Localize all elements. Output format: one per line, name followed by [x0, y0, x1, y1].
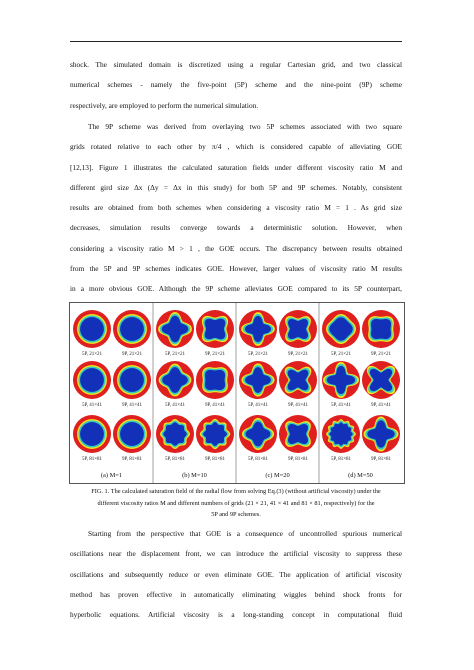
grid-label: 5P, 21×21	[164, 352, 186, 357]
displaced-core	[80, 422, 104, 446]
displaced-core	[80, 368, 104, 392]
displaced-core	[80, 317, 104, 341]
grid-label: 5P, 81×81	[164, 457, 186, 462]
grid-label: 9P, 21×21	[121, 352, 143, 357]
grid-label: 5P, 81×81	[81, 457, 103, 462]
grid-label: 5P, 41×41	[81, 403, 103, 408]
grid-label: 9P, 81×81	[287, 457, 309, 462]
figure-caption	[70, 486, 402, 521]
displaced-core	[288, 370, 309, 391]
grid-label: 9P, 81×81	[121, 457, 143, 462]
displaced-core	[120, 368, 144, 392]
figure-1	[69, 302, 405, 484]
panel-label: (d) M=50	[348, 472, 373, 479]
grid-label: 9P, 81×81	[204, 457, 226, 462]
text-line: results are obtained from both schemes when considering a viscosity ratio M = 1 . As grid size	[70, 203, 402, 213]
text-line: respectively, are employed to perform the numerical simulation.	[70, 100, 259, 110]
text-line: method has proven effective in automatically eliminating wiggles behind shock fronts for	[70, 589, 402, 599]
grid-label: 5P, 41×41	[164, 403, 186, 408]
text-line: in a more obvious GOE. Although the 9P scheme alleviates GOE compared to its 5P counterpart,	[70, 284, 402, 294]
paragraph-2	[70, 117, 402, 320]
displaced-core	[205, 319, 226, 340]
grid-label: 9P, 41×41	[204, 403, 226, 408]
paragraph-3	[70, 524, 402, 625]
grid-label: 5P, 21×21	[81, 352, 103, 357]
grid-label: 9P, 21×21	[287, 352, 309, 357]
displaced-core	[205, 370, 225, 390]
caption-line: 5P and 9P schemes.	[211, 511, 261, 518]
panel-label: (c) M=20	[265, 472, 290, 479]
grid-label: 9P, 41×41	[121, 403, 143, 408]
grid-label: 5P, 21×21	[247, 352, 269, 357]
text-line: Starting from the perspective that GOE is a consequence of uncontrolled spurious numerical	[88, 529, 402, 538]
panel-label: (a) M=1	[100, 472, 123, 479]
text-line: considering a viscosity ratio M > 1 , the GOE occurs. The discrepancy between results obtained	[70, 243, 402, 253]
header-rule	[70, 41, 402, 42]
text-line: decreases, simulation results converge towards a deterministic solution. However, when	[70, 223, 402, 233]
caption-line: FIG. 1. The calculated saturation field of the radial flow from solving Eq.(3) (without artificial viscosity) under the	[91, 488, 381, 495]
text-line: from the 5P and 9P schemes indicates GOE. However, larger values of viscosity ratio M results	[70, 264, 402, 274]
text-line: grids rotated relative to each other by π/4 , which is considered capable of alleviating GOE	[70, 142, 402, 152]
grid-label: 9P, 21×21	[370, 352, 392, 357]
text-line: different gird size Δx (Δy = Δx in this study) for both 5P and 9P schemes. Notably, consistent	[70, 182, 402, 192]
displaced-core	[288, 424, 308, 444]
displaced-core	[163, 422, 187, 446]
text-line: [12,13]. Figure 1 illustrates the calculated saturation fields under different viscosity ratio M and	[70, 162, 402, 172]
text-line: numerical schemes - namely the five-point (5P) scheme and the nine-point (9P) scheme	[70, 80, 402, 90]
panel-label: (b) M=10	[182, 472, 207, 479]
grid-label: 5P, 41×41	[330, 403, 352, 408]
grid-label: 9P, 81×81	[370, 457, 392, 462]
displaced-core	[120, 317, 144, 341]
text-line: hyperbolic equations. Artificial viscosity is a long-standing concept in computational fluid	[70, 610, 402, 620]
displaced-core	[371, 319, 391, 339]
text-line: oscillations and subsequently reduce or even eliminate GOE. The application of artificial viscosity	[70, 569, 402, 579]
grid-label: 9P, 41×41	[287, 403, 309, 408]
displaced-core	[203, 422, 227, 446]
grid-label: 5P, 81×81	[330, 457, 352, 462]
grid-label: 5P, 81×81	[247, 457, 269, 462]
grid-label: 9P, 41×41	[370, 403, 392, 408]
paragraph-1	[70, 55, 402, 116]
saturation-field-figure	[70, 303, 404, 483]
grid-label: 5P, 41×41	[247, 403, 269, 408]
text-line: shock. The simulated domain is discretized using a regular Cartesian grid, and two classical	[70, 60, 402, 69]
displaced-core	[288, 319, 308, 339]
displaced-core	[120, 422, 144, 446]
text-line: oscillations near the displacement front, we can introduce the artificial viscosity to suppress these	[70, 549, 402, 559]
grid-label: 5P, 21×21	[330, 352, 352, 357]
caption-line: different viscosity ratios M and different numbers of grids (21 × 21, 41 × 41 and 81 × 81, respectively) for the	[97, 499, 375, 507]
text-line: The 9P scheme was derived from overlaying two 5P schemes associated with two square	[88, 122, 402, 131]
grid-label: 9P, 21×21	[204, 352, 226, 357]
